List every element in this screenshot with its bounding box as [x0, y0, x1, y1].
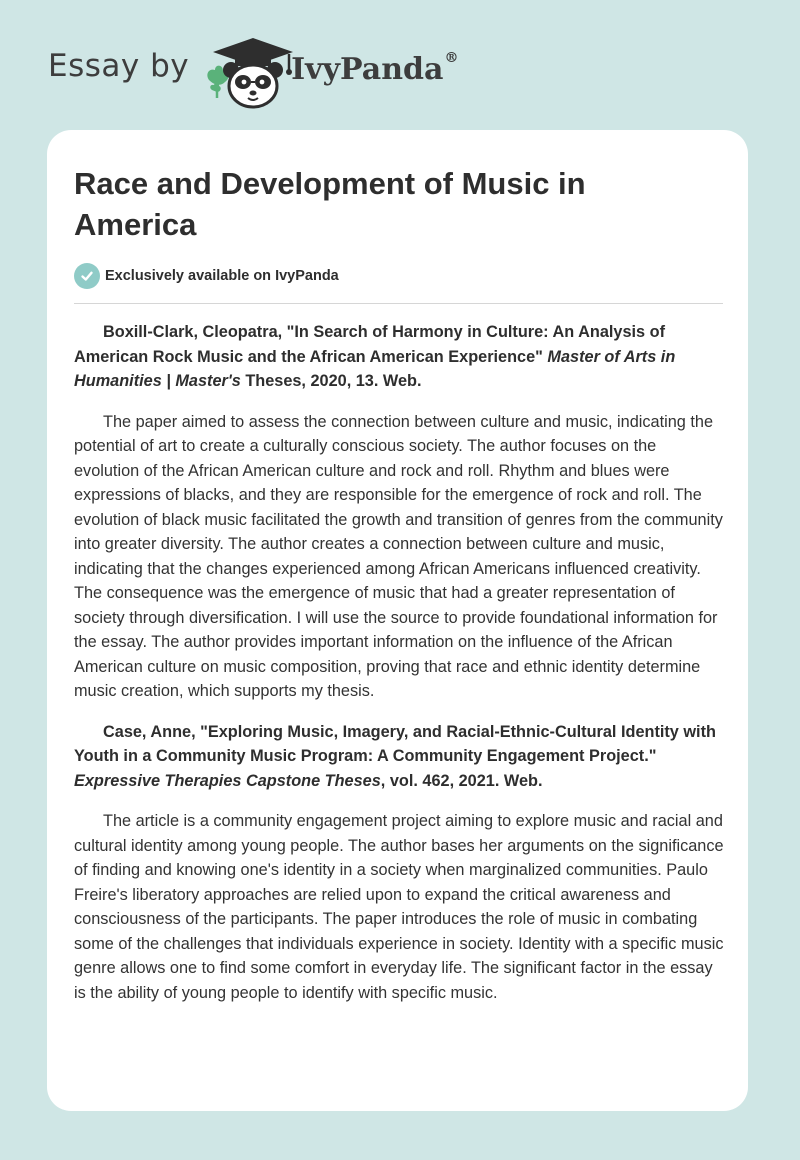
site-header [48, 30, 458, 110]
essay-body [74, 320, 724, 1021]
citation-1: Boxill-Clark, Cleopatra, "In Search of Harmony in Culture: An Analysis of American Rock Music and the African American Experience" Master of Arts in Humanities | Master's Theses, 2020, 13. Web. [74, 323, 676, 390]
annotation-2: The article is a community engagement project aiming to explore music and racial and cultural identity among young people. The author bases her arguments on the significance of finding and knowing one's identity in a society when marginalized communities. Paulo Freire's liberatory approaches are relied upon to expand the critical awareness and consciousness of the participants. The paper introduces the role of music in combating some of the challenges that individuals experience in society. Identity with a specific music genre allows one to find some comfort in everyday life. The significant factor in the essay is the ability of young people to identify with specific music. [74, 812, 724, 1002]
essay-card [47, 130, 748, 1111]
page-title: Race and Development of Music in America [74, 166, 586, 242]
check-circle-icon [74, 263, 100, 289]
essay-by-label: Essay by [48, 48, 190, 84]
registered-mark: ® [444, 49, 459, 66]
citation-2-container: Expressive Therapies Capstone Theses [74, 771, 381, 790]
brand-name[interactable]: IvyPanda® [291, 49, 459, 87]
citation-2: Case, Anne, "Exploring Music, Imagery, and Racial-Ethnic-Cultural Identity with Youth in a Community Music Program: A Community Engagement Project." Expressive Therapies Capstone Theses, vol. 462, 2021. Web. [74, 722, 716, 790]
annotation-1: The paper aimed to assess the connection between culture and music, indicating the potential of art to create a culturally conscious society. The author focuses on the evolution of the African American culture and rock and roll. Rhythm and blues were expressions of blacks, and they are responsible for the emergence of rock and roll. The evolution of black music facilitated the growth and transition of genres from the community into greater diversity. The author creates a connection between culture and music, indicating that the changes experienced among African Americans influenced creativity. The consequence was the emergence of music that had a greater representation of society through diversification. I will use the source to provide foundational information for the essay. The author provides important information on the influence of the African American culture on music composition, proving that race and ethnic identity determine music creation, which supports my thesis. [74, 412, 723, 700]
ivypanda-logo-icon[interactable] [203, 30, 293, 110]
divider [74, 303, 723, 304]
exclusive-label: Exclusively available on IvyPanda [105, 268, 339, 284]
exclusive-badge [74, 263, 339, 289]
citation-1-container: Master of Arts in Humanities | Master's [74, 347, 676, 390]
